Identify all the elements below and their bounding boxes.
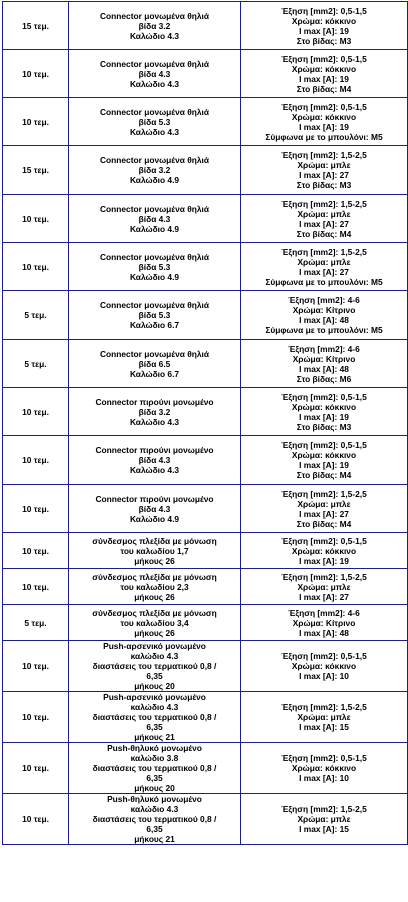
table-row: [3, 2, 408, 50]
specification-cell: [241, 743, 408, 794]
specification-line: Έξηση [mm2]: 4-6: [288, 607, 360, 618]
specification-line: Χρώμα: κόκκινο: [291, 763, 357, 773]
description-cell: [69, 388, 241, 436]
description-line: καλώδιο 4.3: [130, 651, 179, 661]
description-cell: [69, 50, 241, 98]
specification-line: I max [A]: 27: [299, 266, 349, 277]
table-row: [3, 340, 408, 388]
specification-line: Έξηση [mm2]: 4-6: [288, 295, 360, 305]
description-line: Connector μονωμένα θηλιά: [100, 106, 209, 117]
description-line: διαστάσεις του τερματικού 0,8 /: [92, 661, 217, 671]
specification-cell: [241, 146, 408, 195]
specification-cell: [241, 569, 408, 605]
specification-line: Έξηση [mm2]: 0,5-1,5: [281, 753, 367, 763]
products-table: [2, 1, 408, 845]
description-line: Connector πιρούνι μονωμένο: [95, 493, 214, 504]
description-line: Push-θηλυκό μονωμένο: [107, 794, 202, 804]
specification-cell: [241, 605, 408, 641]
description-line: μήκους 20: [134, 681, 175, 691]
quantity-cell: 5 τεμ.: [3, 340, 69, 388]
quantity-cell: 10 τεμ.: [3, 436, 69, 485]
specification-line: I max [A]: 48: [299, 627, 349, 638]
table-row: [3, 50, 408, 98]
specification-cell: [241, 195, 408, 243]
specification-line: I max [A]: 19: [299, 411, 349, 422]
quantity-cell: 5 τεμ.: [3, 291, 69, 340]
specification-line: Έξηση [mm2]: 1,5-2,5: [281, 150, 367, 160]
description-line: του καλωδίου 2,3: [120, 581, 189, 592]
description-line: βίδα 5.3: [138, 310, 171, 320]
description-line: του καλωδίου 3,4: [120, 617, 189, 628]
quantity-cell: 10 τεμ.: [3, 243, 69, 291]
specification-cell: [241, 50, 408, 98]
description-line: Connector μονωμένα θηλιά: [100, 203, 209, 214]
specification-line: Έξηση [mm2]: 1,5-2,5: [281, 804, 367, 814]
description-line: Connector μονωμένα θηλιά: [100, 348, 209, 359]
description-line: διαστάσεις του τερματικού 0,8 /: [92, 712, 217, 722]
specification-line: Χρώμα: κόκκινο: [291, 15, 357, 26]
description-line: 6,35: [146, 824, 163, 834]
description-line: Καλώδιο 4.3: [129, 465, 180, 475]
quantity-cell: 10 τεμ.: [3, 533, 69, 569]
specification-line: Στο βίδας: M6: [296, 373, 352, 384]
specification-line: I max [A]: 19: [299, 555, 349, 566]
description-line: μήκους 26: [134, 591, 175, 602]
specification-line: Στο βίδας: M4: [296, 228, 352, 239]
description-cell: [69, 743, 241, 794]
quantity-cell: 15 τεμ.: [3, 2, 69, 50]
description-line: του καλωδίου 1,7: [120, 545, 189, 556]
quantity-cell: 10 τεμ.: [3, 388, 69, 436]
description-line: Καλώδιο 6.7: [129, 368, 180, 379]
specification-line: I max [A]: 27: [299, 591, 349, 602]
table-row: [3, 98, 408, 146]
description-line: βίδα 4.3: [138, 213, 171, 224]
description-line: βίδα 4.3: [138, 68, 171, 79]
description-line: 6,35: [146, 722, 163, 732]
description-cell: [69, 641, 241, 692]
description-cell: [69, 692, 241, 743]
description-cell: [69, 794, 241, 845]
description-line: καλώδιο 3.8: [130, 753, 179, 763]
table-row: [3, 146, 408, 195]
specification-line: I max [A]: 27: [299, 170, 349, 180]
description-line: 6,35: [146, 773, 163, 783]
description-line: καλώδιο 4.3: [130, 702, 179, 712]
specification-cell: [241, 291, 408, 340]
description-cell: [69, 146, 241, 195]
specification-cell: [241, 533, 408, 569]
specification-line: I max [A]: 10: [299, 671, 349, 681]
quantity-cell: 10 τεμ.: [3, 485, 69, 533]
description-line: Connector μονωμένα θηλιά: [100, 10, 209, 21]
specification-line: Έξηση [mm2]: 0,5-1,5: [281, 651, 367, 661]
description-line: μήκους 26: [134, 555, 175, 566]
table-row: [3, 436, 408, 485]
specification-cell: [241, 388, 408, 436]
description-line: διαστάσεις του τερματικού 0,8 /: [92, 814, 217, 824]
specification-line: Έξηση [mm2]: 0,5-1,5: [281, 101, 367, 112]
table-row: [3, 692, 408, 743]
description-line: σύνδεσμος πλεξίδα με μόνωση: [92, 607, 217, 618]
specification-line: Χρώμα: μπλε: [297, 208, 351, 219]
specification-cell: [241, 243, 408, 291]
table-row: [3, 569, 408, 605]
specification-line: Στο βίδας: M3: [296, 421, 352, 432]
description-line: βίδα 5.3: [138, 116, 171, 127]
specification-line: Έξηση [mm2]: 1,5-2,5: [281, 198, 367, 209]
description-line: Connector μονωμένα θηλιά: [100, 58, 209, 69]
description-line: μήκους 21: [134, 834, 175, 844]
description-line: Καλώδιο 4.9: [129, 271, 180, 282]
description-line: Καλώδιο 4.3: [129, 416, 180, 427]
specification-line: Έξηση [mm2]: 1,5-2,5: [281, 702, 367, 712]
specification-line: Χρώμα: μπλε: [297, 256, 351, 267]
table-row: [3, 291, 408, 340]
description-line: μήκους 26: [134, 627, 175, 638]
description-cell: [69, 291, 241, 340]
description-line: μήκους 20: [134, 783, 175, 793]
table-row: [3, 195, 408, 243]
quantity-cell: 5 τεμ.: [3, 605, 69, 641]
description-cell: [69, 533, 241, 569]
quantity-cell: 10 τεμ.: [3, 195, 69, 243]
specification-line: Χρώμα: κόκκινο: [291, 661, 357, 671]
description-line: Καλώδιο 4.9: [129, 175, 180, 185]
products-table-body: [3, 2, 408, 845]
description-cell: [69, 569, 241, 605]
specification-line: Έξηση [mm2]: 0,5-1,5: [281, 440, 367, 450]
quantity-cell: 10 τεμ.: [3, 794, 69, 845]
specification-line: I max [A]: 15: [299, 824, 349, 834]
specification-line: Χρώμα: κόκκινο: [291, 63, 357, 74]
specification-line: I max [A]: 19: [299, 25, 349, 36]
specification-line: Έξηση [mm2]: 0,5-1,5: [281, 535, 367, 546]
description-line: σύνδεσμος πλεξίδα με μόνωση: [92, 535, 217, 546]
specification-line: I max [A]: 48: [299, 315, 349, 325]
specification-line: Χρώμα: κόκκινο: [291, 450, 357, 460]
specification-line: Στο βίδας: M3: [296, 35, 352, 46]
description-line: Push-αρσενικό μονωμένο: [103, 692, 206, 702]
description-line: μήκους 21: [134, 732, 175, 742]
specification-cell: [241, 98, 408, 146]
specification-line: Χρώμα: Κίτρινο: [292, 353, 356, 364]
specification-cell: [241, 2, 408, 50]
description-line: 6,35: [146, 671, 163, 681]
specification-line: Έξηση [mm2]: 0,5-1,5: [281, 53, 367, 64]
description-line: βίδα 5.3: [138, 261, 171, 272]
specification-line: Έξηση [mm2]: 0,5-1,5: [281, 5, 367, 16]
description-line: Καλώδιο 4.9: [129, 513, 180, 524]
quantity-cell: 15 τεμ.: [3, 146, 69, 195]
specification-line: Έξηση [mm2]: 1,5-2,5: [281, 488, 367, 499]
description-line: Push-θηλυκό μονωμένο: [107, 743, 202, 753]
specification-cell: [241, 436, 408, 485]
specification-line: I max [A]: 27: [299, 218, 349, 229]
specification-line: Στο βίδας: M4: [296, 83, 352, 94]
specification-line: Σύμφωνα με το μπουλόνι: M5: [265, 325, 383, 335]
description-line: βίδα 6.5: [138, 358, 171, 369]
specification-line: Σύμφωνα με το μπουλόνι: M5: [265, 131, 383, 142]
description-line: βίδα 3.2: [138, 406, 171, 417]
specification-line: Έξηση [mm2]: 4-6: [288, 343, 360, 354]
specification-line: Έξηση [mm2]: 1,5-2,5: [281, 246, 367, 257]
quantity-cell: 10 τεμ.: [3, 569, 69, 605]
table-row: [3, 388, 408, 436]
description-line: σύνδεσμος πλεξίδα με μόνωση: [92, 571, 217, 582]
description-cell: [69, 243, 241, 291]
specification-cell: [241, 485, 408, 533]
specification-line: Χρώμα: μπλε: [297, 712, 351, 722]
specification-line: I max [A]: 15: [299, 722, 349, 732]
description-line: βίδα 3.2: [138, 165, 171, 175]
description-cell: [69, 436, 241, 485]
description-line: Καλώδιο 6.7: [129, 320, 180, 330]
specification-line: Στο βίδας: M4: [296, 470, 352, 480]
description-line: Καλώδιο 4.3: [129, 78, 180, 89]
specification-cell: [241, 641, 408, 692]
specification-line: Χρώμα: Κίτρινο: [292, 305, 356, 315]
specification-line: Χρώμα: Κίτρινο: [292, 617, 356, 628]
description-line: Connector μονωμένα θηλιά: [100, 251, 209, 262]
quantity-cell: 10 τεμ.: [3, 98, 69, 146]
specification-line: Χρώμα: μπλε: [297, 160, 351, 170]
description-line: Push-αρσενικό μονωμένο: [103, 641, 206, 651]
specification-line: Στο βίδας: M4: [296, 518, 352, 529]
description-line: Καλώδιο 4.3: [129, 30, 180, 41]
table-row: [3, 533, 408, 569]
table-row: [3, 243, 408, 291]
description-line: Connector πιρούνι μονωμένο: [95, 445, 214, 455]
specification-cell: [241, 692, 408, 743]
specification-line: I max [A]: 27: [299, 508, 349, 519]
specification-line: Χρώμα: μπλε: [297, 814, 351, 824]
description-line: Καλώδιο 4.9: [129, 223, 180, 234]
specification-line: I max [A]: 19: [299, 73, 349, 84]
specification-line: Σύμφωνα με το μπουλόνι: M5: [265, 276, 383, 287]
description-line: Connector πιρούνι μονωμένο: [95, 396, 214, 407]
specification-line: Χρώμα: κόκκινο: [291, 545, 357, 556]
table-row: [3, 794, 408, 845]
quantity-cell: 10 τεμ.: [3, 743, 69, 794]
quantity-cell: 10 τεμ.: [3, 50, 69, 98]
specification-line: Χρώμα: κόκκινο: [291, 111, 357, 122]
description-line: Connector μονωμένα θηλιά: [100, 300, 209, 310]
specification-line: Χρώμα: μπλε: [297, 581, 351, 592]
description-cell: [69, 195, 241, 243]
table-row: [3, 605, 408, 641]
description-cell: [69, 605, 241, 641]
description-line: βίδα 4.3: [138, 455, 171, 465]
description-line: Connector μονωμένα θηλιά: [100, 155, 209, 165]
specification-cell: [241, 340, 408, 388]
specification-line: Έξηση [mm2]: 1,5-2,5: [281, 571, 367, 582]
specification-line: I max [A]: 10: [299, 773, 349, 783]
quantity-cell: 10 τεμ.: [3, 692, 69, 743]
description-cell: [69, 485, 241, 533]
specification-line: I max [A]: 19: [299, 460, 349, 470]
specification-line: Χρώμα: κόκκινο: [291, 401, 357, 412]
description-line: διαστάσεις του τερματικού 0,8 /: [92, 763, 217, 773]
table-row: [3, 485, 408, 533]
quantity-cell: 10 τεμ.: [3, 641, 69, 692]
specification-line: I max [A]: 19: [299, 121, 349, 132]
specification-line: I max [A]: 48: [299, 363, 349, 374]
table-row: [3, 641, 408, 692]
description-line: βίδα 3.2: [138, 20, 171, 31]
description-line: καλώδιο 4.3: [130, 804, 179, 814]
specification-cell: [241, 794, 408, 845]
description-line: βίδα 4.3: [138, 503, 171, 514]
description-cell: [69, 98, 241, 146]
specification-line: Χρώμα: μπλε: [297, 498, 351, 509]
description-cell: [69, 2, 241, 50]
description-line: Καλώδιο 4.3: [129, 126, 180, 137]
specification-line: Στο βίδας: M3: [296, 180, 352, 190]
specification-line: Έξηση [mm2]: 0,5-1,5: [281, 391, 367, 402]
description-cell: [69, 340, 241, 388]
table-row: [3, 743, 408, 794]
